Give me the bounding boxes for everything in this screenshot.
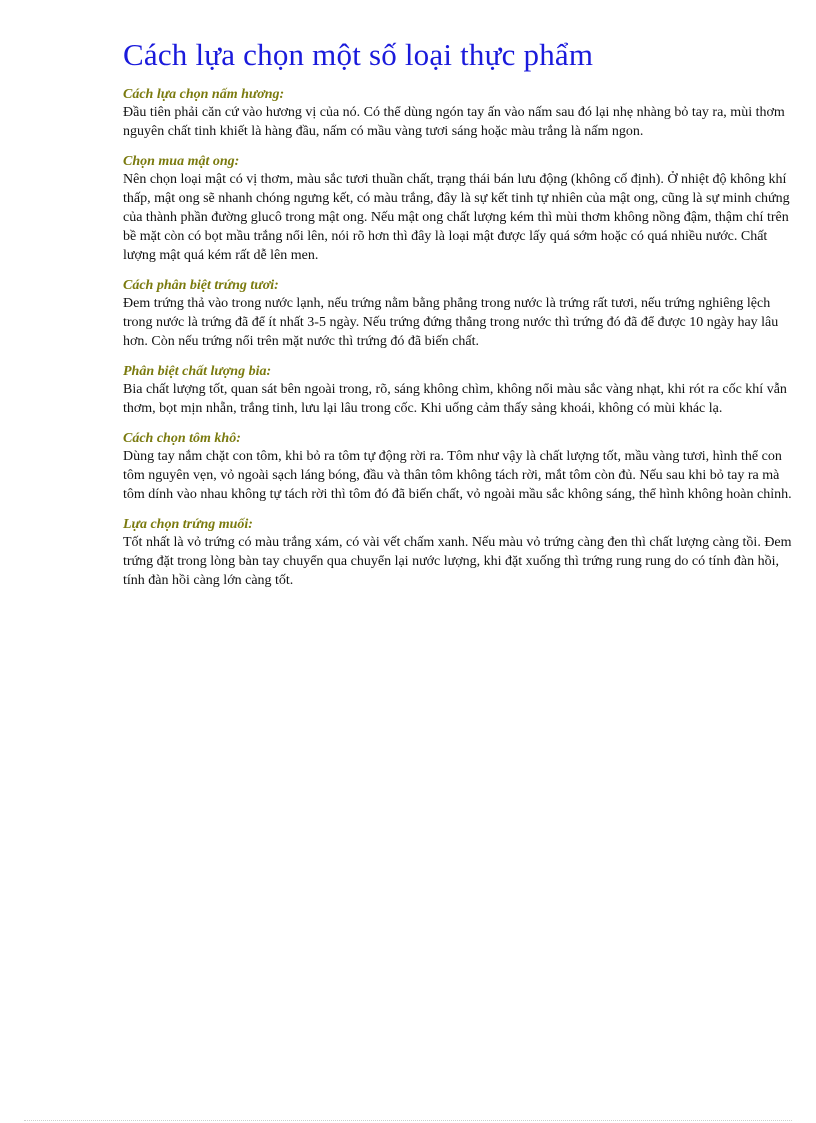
section-nam-huong: [123, 86, 793, 141]
section-mat-ong: [123, 153, 793, 265]
document-page: [123, 36, 793, 602]
page-bottom-rule: [24, 1120, 792, 1121]
section-heading: Cách phân biệt trứng tươi:: [123, 278, 279, 293]
section-heading: Cách chọn tôm khô:: [123, 431, 241, 446]
section-tom-kho: [123, 430, 793, 504]
section-body: Đầu tiên phải căn cứ vào hương vị của nó. Có thể dùng ngón tay ấn vào nấm sau đó lại nhẹ nhàng bỏ tay ra, mùi thơm nguyên chất tinh khiết là hàng đầu, nấm có mầu vàng tươi sáng hoặc màu trắng là nấm ngon.: [123, 105, 785, 139]
section-body: Dùng tay nắm chặt con tôm, khi bỏ ra tôm tự động rời ra. Tôm như vậy là chất lượng tốt, mầu vàng tươi, hình thể con tôm nguyên vẹn, vỏ ngoài sạch láng bóng, đầu và thân tôm không tách rời, mắt tôm còn đủ. Nếu sau khi bỏ tay ra mà tôm dính vào nhau không tự tách rời thì tôm đó đã biến chất, vỏ ngoài mầu sắc không sáng, thể hình không hoàn chỉnh.: [123, 449, 792, 502]
section-trung-muoi: [123, 516, 793, 590]
section-body: Tốt nhất là vỏ trứng có màu trắng xám, có vài vết chấm xanh. Nếu màu vỏ trứng càng đen thì chất lượng càng tồi. Đem trứng đặt trong lòng bàn tay chuyển qua chuyển lại nước lượng, khi đặt xuống thì trứng rung rung do có tính đàn hồi, tính đàn hồi càng lớn càng tốt.: [123, 535, 792, 588]
section-heading: Lựa chọn trứng muối:: [123, 517, 253, 532]
section-body: Đem trứng thả vào trong nước lạnh, nếu trứng nằm bằng phẳng trong nước là trứng rất tươi, nếu trứng nghiêng lệch trong nước là trứng đã để ít nhất 3-5 ngày. Nếu trứng đứng thẳng trong nước thì trứng đó đã để được 10 ngày hay lâu hơn. Còn nếu trứng nổi trên mặt nước thì trứng đó đã biến chất.: [123, 296, 779, 349]
section-heading: Cách lựa chọn nấm hương:: [123, 87, 285, 102]
section-trung-tuoi: [123, 277, 793, 351]
section-bia: [123, 363, 793, 418]
section-body: Bia chất lượng tốt, quan sát bên ngoài trong, rõ, sáng không chìm, không nổi màu sắc vàng nhạt, khi rót ra cốc khí vẫn thơm, bọt mịn nhẵn, trắng tinh, lưu lại lâu trong cốc. Khi uống cảm thấy sảng khoái, không có mùi khác lạ.: [123, 382, 787, 416]
section-body: Nên chọn loại mật có vị thơm, màu sắc tươi thuần chất, trạng thái bán lưu động (không cố định). Ở nhiệt độ không khí thấp, mật ong sẽ nhanh chóng ngưng kết, có màu trắng, đây là sự kết tinh tự nhiên của mật ong, cũng là sự minh chứng của thành phần đường glucô trong mật ong. Nếu mật ong chất lượng kém thì mùi thơm không nồng đậm, thậm chí trên bề mặt còn có bọt mầu trắng nổi lên, nói rõ hơn thì đây là loại mật được lấy quá sớm hoặc có quá nhiều nước. Chất lượng mật quá kém rất dễ lên men.: [123, 172, 790, 263]
section-heading: Chọn mua mật ong:: [123, 154, 240, 169]
section-heading: Phân biệt chất lượng bia:: [123, 364, 272, 379]
page-title: Cách lựa chọn một số loại thực phẩm: [123, 37, 594, 72]
